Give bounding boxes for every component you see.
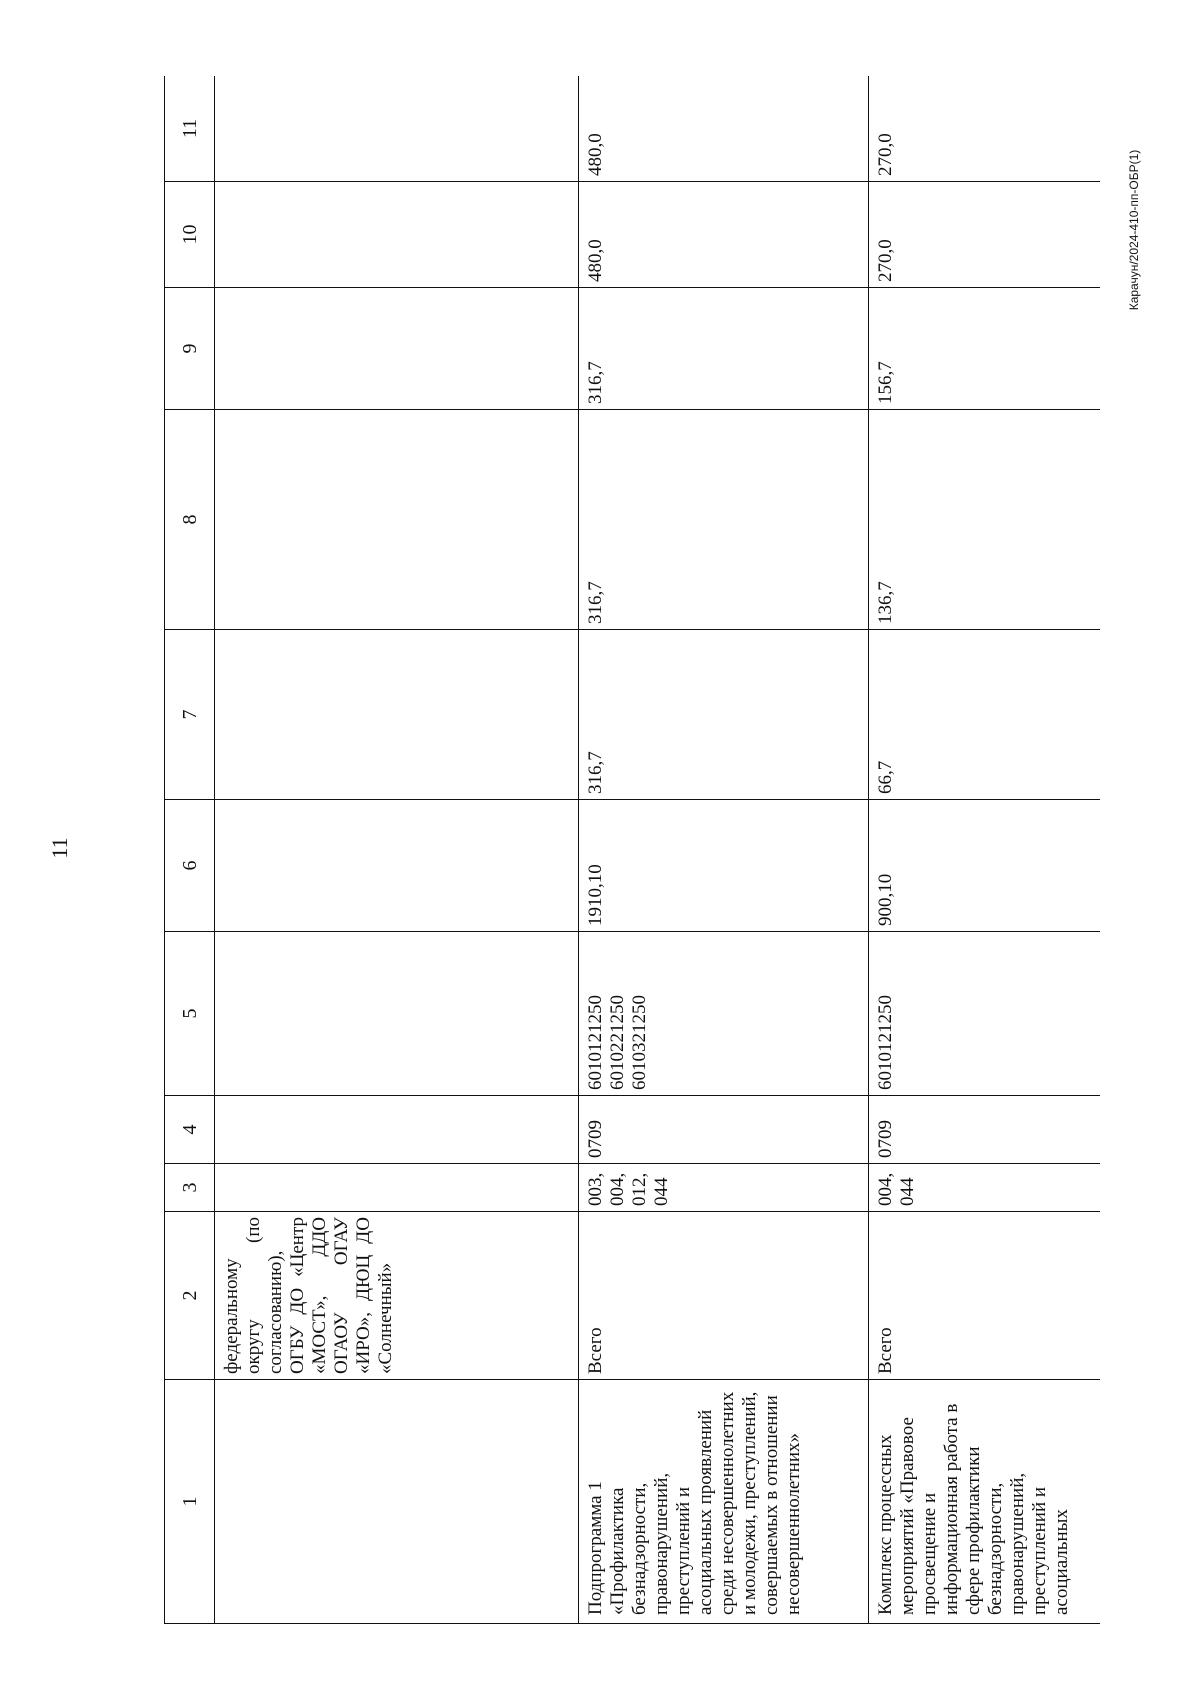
header-cell: 9 (165, 288, 215, 410)
header-cell: 11 (165, 76, 215, 182)
table-row (215, 76, 579, 1624)
cell-code-5: 6010121250 6010221250 6010321250 (579, 932, 869, 1096)
table-row (869, 76, 1101, 1624)
cell-value-6 (215, 800, 579, 932)
budget-table-container (164, 76, 1100, 1624)
cell-executor: Всего (579, 1212, 869, 1380)
cell-program-name (215, 1380, 579, 1624)
cell-code-4: 0709 (579, 1096, 869, 1164)
cell-value-11 (215, 76, 579, 182)
cell-value-7 (215, 630, 579, 800)
cell-value-10: 270,0 (869, 182, 1101, 288)
header-cell: 3 (165, 1164, 215, 1212)
cell-value-7: 316,7 (579, 630, 869, 800)
cell-value-10: 480,0 (579, 182, 869, 288)
header-cell: 10 (165, 182, 215, 288)
cell-value-11: 270,0 (869, 76, 1101, 182)
cell-value-8: 316,7 (579, 410, 869, 630)
cell-value-8 (215, 410, 579, 630)
cell-value-7: 66,7 (869, 630, 1101, 800)
cell-value-9: 156,7 (869, 288, 1101, 410)
rotated-table (164, 76, 1100, 1624)
cell-value-9 (215, 288, 579, 410)
cell-code-3 (215, 1164, 579, 1212)
cell-value-11: 480,0 (579, 76, 869, 182)
header-cell: 5 (165, 932, 215, 1096)
cell-code-3: 004, 044 (869, 1164, 1101, 1212)
cell-value-6: 1910,10 (579, 800, 869, 932)
table-header-row (165, 76, 215, 1624)
cell-code-3: 003, 004, 012, 044 (579, 1164, 869, 1212)
cell-program-name: Подпрограмма 1 «Профилактика безнадзорности, правонарушений, преступлений и асоциальных проявлений среди несовершеннолетних и молодежи, преступлений, совершаемых в отношении несовершеннолетних» (579, 1380, 869, 1624)
cell-code-4: 0709 (869, 1096, 1101, 1164)
header-cell: 2 (165, 1212, 215, 1380)
cell-value-6: 900,10 (869, 800, 1101, 932)
cell-code-4 (215, 1096, 579, 1164)
cell-program-name: Комплекс процессных мероприятий «Правовое просвещение и информационная работа в сфере профилактики безнадзорности, правонарушений, преступлений и асоциальных (869, 1380, 1101, 1624)
header-cell: 1 (165, 1380, 215, 1624)
cell-code-5: 6010121250 (869, 932, 1101, 1096)
cell-value-8: 136,7 (869, 410, 1101, 630)
cell-value-10 (215, 182, 579, 288)
table-row (579, 76, 869, 1624)
header-cell: 8 (165, 410, 215, 630)
cell-executor: Всего (869, 1212, 1101, 1380)
header-cell: 4 (165, 1096, 215, 1164)
cell-value-9: 316,7 (579, 288, 869, 410)
header-cell: 7 (165, 630, 215, 800)
cell-executor: федеральному округу (по согласованию), ОГБУ ДО «Центр «МОСТ», ДДО ОГАОУ ОГАУ «ИРО», ДЮЦ ДО «Солнечный» (215, 1212, 579, 1380)
page-number: 11 (47, 837, 72, 859)
budget-table (164, 76, 1100, 1624)
document-code: Карачун/2024-410-пп-ОБР(1) (1127, 149, 1141, 311)
header-cell: 6 (165, 800, 215, 932)
cell-code-5 (215, 932, 579, 1096)
